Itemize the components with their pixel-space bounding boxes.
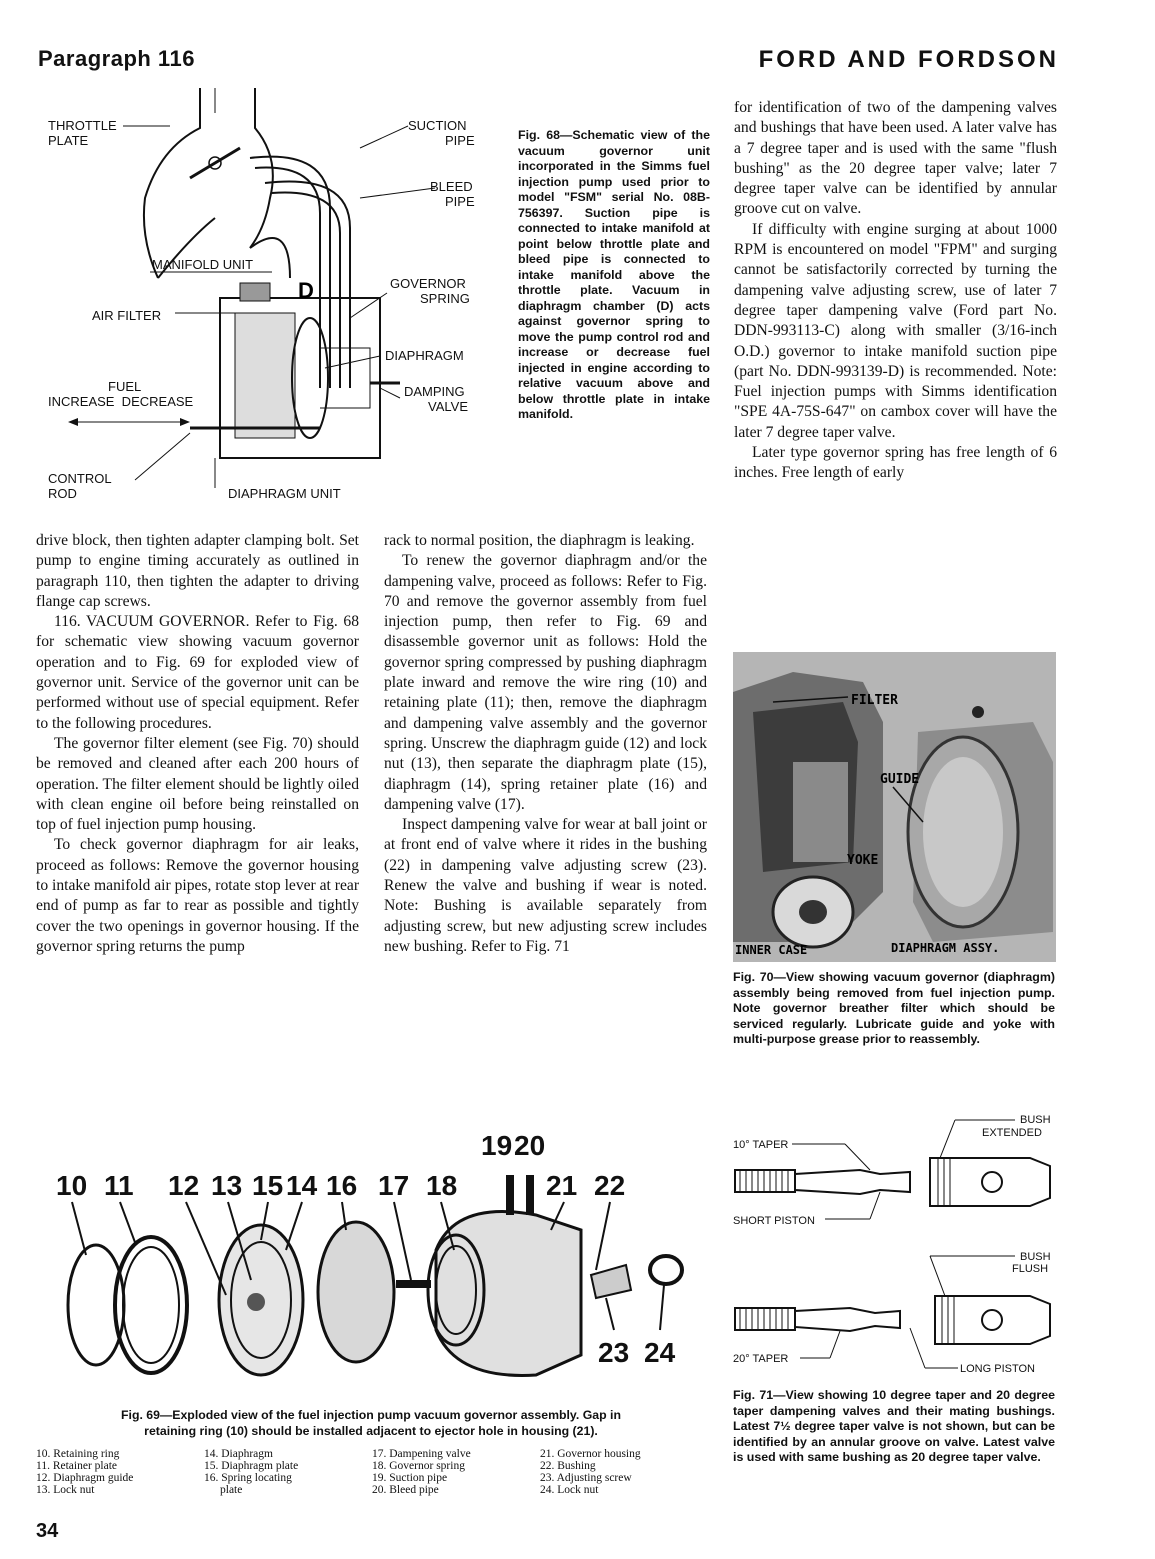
paragraph-heading: Paragraph 116: [38, 46, 195, 71]
fig68-caption: Fig. 68—Schematic view of the vacuum governor unit incorporated in the Simms fuel injection pump used prior to model "FSM" serial No. 08B-756397. Suction pipe is connected to intake manifold at point below throttle plate and bleed pipe is connected to intake manifold above the throttle plate. Vacuum in diaphragm chamber (D) acts against governor spring to move the pump control rod and increase or decrease fuel injected in engine according to relative vacuum above and below throttle plate in intake manifold.: [518, 128, 710, 421]
col1-paragraph: drive block, then tighten adapter clamping bolt. Set pump to engine timing accurately as outlined in paragraph 110, then tighten the adapter to driving flange cap screws.: [36, 532, 359, 610]
label-extended: EXTENDED: [982, 1127, 1042, 1139]
part-number: 12: [168, 1170, 200, 1201]
part-number: 24: [644, 1337, 676, 1368]
fig70-caption: Fig. 70—View showing vacuum governor (diaphragm) assembly being removed from fuel injection pump. Note governor breather filter which should be serviced regularly. Lubricate guide and yoke with multi-purpose grease prior to reassembly.: [733, 970, 1055, 1046]
fig70-photo: [733, 652, 1056, 962]
legend-item: 10. Retaining ring: [36, 1448, 120, 1460]
fig68-schematic: [40, 88, 480, 508]
fig69-caption-line: retaining ring (10) should be installed adjacent to ejector hole in housing (21).: [144, 1423, 598, 1438]
label-bleed: BLEED: [430, 179, 473, 194]
part-number: 18: [426, 1170, 458, 1201]
legend-item: 22. Bushing: [540, 1460, 596, 1472]
legend-item: 15. Diaphragm plate: [204, 1460, 299, 1472]
label-10-taper: 10° TAPER: [733, 1139, 789, 1151]
label-governor: GOVERNOR: [390, 276, 466, 291]
col2-paragraph: Inspect dampening valve for wear at ball joint or at front end of valve where it rides in the bushing (22) in dampening valve adjusting screw (23). Renew the valve and bushing if wear is noted. Note: Bushing is available separately from adjusting screw, but new adjusting screw includes new bushing. Refer to Fig. 71: [384, 816, 707, 955]
col3-paragraph: If difficulty with engine surging at about 1000 RPM is encountered on model "FPM" and surging cannot be satisfactorily corrected by turning the dampening valve adjusting screw, use of later 7 degree taper dampening valve (Ford part No. DDN-993113-C) along with smaller (3/16-inch O.D.) governor to intake manifold suction pipe (part No. DDN-993139-D) is recommended. Note: Fuel injection pumps with Simms identification "SPE 4A-75S-647" on cambox cover will have the later 7 degree taper valve.: [734, 220, 1057, 441]
fig69-caption-line: Fig. 69—Exploded view of the fuel injection pump vacuum governor assembly. Gap in: [121, 1408, 621, 1422]
label-short-piston: SHORT PISTON: [733, 1215, 815, 1227]
label-suction-pipe: PIPE: [445, 133, 475, 148]
label-20-taper: 20° TAPER: [733, 1353, 789, 1365]
col3-paragraph: Later type governor spring has free length of 6 inches. Free length of early: [734, 444, 1057, 482]
label-fuel: FUEL: [108, 379, 142, 394]
label-increase-decrease: INCREASE DECREASE: [48, 394, 194, 409]
legend-item: 18. Governor spring: [372, 1460, 465, 1472]
part-number: 15: [252, 1170, 284, 1201]
label-spring: SPRING: [420, 291, 470, 306]
label-diaphragm-unit: DIAPHRAGM UNIT: [228, 486, 341, 501]
legend-item: 21. Governor housing: [540, 1448, 641, 1460]
legend-item: 17. Dampening valve: [372, 1448, 471, 1460]
legend-item: 12. Diaphragm guide: [36, 1472, 134, 1484]
label-air-filter: AIR FILTER: [92, 308, 162, 323]
legend-item: 11. Retainer plate: [36, 1460, 117, 1472]
part-number: 13: [211, 1170, 243, 1201]
page-number: 34: [36, 1520, 59, 1542]
part-number: 14: [286, 1170, 318, 1201]
legend-item: 16. Spring locating: [204, 1472, 292, 1484]
legend-item: 14. Diaphragm: [204, 1448, 273, 1460]
legend-item: 13. Lock nut: [36, 1484, 95, 1496]
col2-paragraph: rack to normal position, the diaphragm is leaking.: [384, 532, 695, 549]
label-valve: VALVE: [428, 399, 468, 414]
label-diaphragm-assy: DIAPHRAGM ASSY.: [891, 941, 1000, 955]
label-d: D: [298, 278, 314, 303]
part-number: 17: [378, 1170, 410, 1201]
col1-paragraph: 116. VACUUM GOVERNOR. Refer to Fig. 68 for schematic view showing vacuum governor operation and to Fig. 69 for exploded view of governor unit. Service of the governor unit can be performed without use of special equipment. Refer to the following procedures.: [36, 613, 359, 732]
label-diaphragm: DIAPHRAGM: [385, 348, 464, 363]
legend-item: plate: [220, 1484, 243, 1496]
column-2: [384, 531, 707, 957]
part-number: 11: [104, 1170, 134, 1201]
column-3: [734, 98, 1057, 484]
legend-item: 20. Bleed pipe: [372, 1484, 439, 1496]
label-guide: GUIDE: [880, 772, 920, 787]
label-control: CONTROL: [48, 471, 112, 486]
part-number: 21: [546, 1170, 578, 1201]
col2-paragraph: To renew the governor diaphragm and/or the dampening valve, proceed as follows: Refer to Fig. 70 and remove the governor assembly from fuel injection pump, then refer to Fig. 69 and disassemble governor unit as follows: Hold the governor spring compressed by pushing diaphragm plate inward and remove the wire ring (10) and retaining plate (11); then, remove the diaphragm and dampening valve assembly and the governor spring. Unscrew the diaphragm guide (12) and lock nut (13), then separate the diaphragm plate (15), diaphragm (14), spring retainer plate (16) and dampening valve (17).: [384, 552, 707, 813]
label-bush: BUSH: [1020, 1114, 1051, 1126]
label-inner-case: INNER CASE: [735, 943, 808, 957]
fig69-exploded-view: [36, 1120, 716, 1410]
label-suction: SUCTION: [408, 118, 467, 133]
label-yoke: YOKE: [847, 853, 879, 868]
label-rod: ROD: [48, 486, 77, 501]
label-damping: DAMPING: [404, 384, 465, 399]
part-number: 10: [56, 1170, 88, 1201]
fig71-caption: Fig. 71—View showing 10 degree taper and 20 degree taper dampening valves and their mating bushings. Latest 7½ degree taper valve is not shown, but can be identified by an annular groove on valve. Latest valve is used with same bushing as 20 degree taper valve.: [733, 1388, 1055, 1464]
label-bleed-pipe: PIPE: [445, 194, 475, 209]
legend-item: 23. Adjusting screw: [540, 1472, 632, 1484]
fig69-caption: [36, 1408, 706, 1439]
label-flush: FLUSH: [1012, 1263, 1049, 1275]
part-number: 16: [326, 1170, 358, 1201]
label-long-piston: LONG PISTON: [960, 1363, 1035, 1375]
label-plate: PLATE: [48, 133, 89, 148]
label-throttle: THROTTLE: [48, 118, 117, 133]
col1-paragraph: To check governor diaphragm for air leaks, proceed as follows: Remove the governor housing to intake manifold air pipes, rotate stop lever at rear end of pump as far to rear as possible and tightly cover the two openings in governor housing. If the governor spring returns the pump: [36, 836, 360, 955]
part-number: 19: [481, 1130, 513, 1161]
label-manifold-unit: MANIFOLD UNIT: [152, 257, 254, 272]
part-number: 22: [594, 1170, 626, 1201]
part-number: 23: [598, 1337, 630, 1368]
book-title: FORD AND FORDSON: [758, 46, 1059, 73]
label-filter: FILTER: [851, 693, 898, 708]
fig71-valves: [730, 1108, 1055, 1378]
col3-paragraph: for identification of two of the dampening valves and bushings that have been used. A later valve has a 7 degree taper and is used with the same "flush bushing" as the 20 degree taper valve; later 7 degree taper valve can be identified by annular groove cut on valve.: [734, 99, 1057, 218]
col1-paragraph: The governor filter element (see Fig. 70) should be removed and cleaned after each 200 hours of operation. The filter element should be lightly oiled with clean engine oil before being reinstalled on top of fuel injection pump housing.: [36, 734, 359, 834]
legend-item: 19. Suction pipe: [372, 1472, 448, 1484]
label-bush: BUSH: [1020, 1251, 1051, 1263]
legend-item: 24. Lock nut: [540, 1484, 599, 1496]
part-number: 20: [514, 1130, 546, 1161]
column-1: [36, 531, 359, 957]
